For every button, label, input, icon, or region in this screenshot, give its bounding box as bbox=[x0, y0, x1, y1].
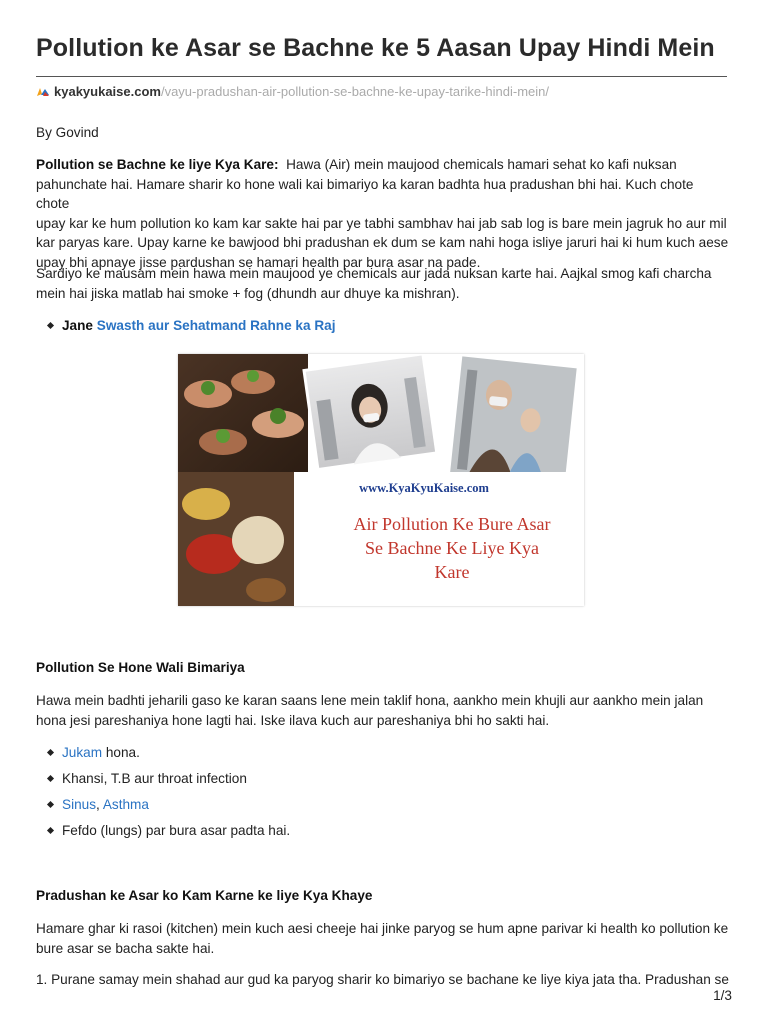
list-item bbox=[36, 795, 290, 815]
intro-line-5: upay bhi apnaye jisse pardushan se hamari health par bura asar na pade. bbox=[36, 254, 481, 270]
related-item bbox=[36, 316, 336, 336]
intro-lead: Pollution se Bachne ke liye Kya Kare: bbox=[36, 157, 279, 172]
hero-url-text: www.KyaKyuKaise.com bbox=[359, 481, 489, 495]
list-item bbox=[36, 769, 290, 789]
bullet-icon bbox=[47, 801, 54, 808]
intro-line-1: Hawa (Air) mein maujood chemicals hamari sehat ko kafi nuksan bbox=[286, 157, 677, 172]
bullet-icon bbox=[47, 775, 54, 782]
hero-caption-line-3: Kare bbox=[434, 562, 470, 582]
jukam-link[interactable]: Jukam bbox=[62, 745, 103, 760]
related-list bbox=[36, 316, 336, 342]
related-link[interactable]: Swasth aur Sehatmand Rahne ka Raj bbox=[96, 318, 336, 333]
list-item-separator: , bbox=[96, 797, 103, 812]
intro-line-4: kar paryas kare. Upay karne ke bawjood bhi pradushan ek dum se kam nahi hoga isliye jaruri hai ki hum kuch aese bbox=[36, 235, 729, 250]
asthma-link[interactable]: Asthma bbox=[102, 797, 149, 812]
author-line: By Govind bbox=[36, 125, 99, 140]
intro-line-3: upay kar ke hum pollution ko kam kar sakte hai par ye tabhi sambhav hai jab sab log is bare mein jagruk ho aur mil bbox=[36, 215, 727, 231]
list-item-text: Fefdo (lungs) par bura asar padta hai. bbox=[62, 823, 291, 838]
khaye-point-1: 1. Purane samay mein shahad aur gud ka paryog sharir ko bimariyo se bachane ke liye kiya jata tha. Pradushan se bbox=[36, 972, 729, 987]
section-heading-bimariya: Pollution Se Hone Wali Bimariya bbox=[36, 660, 245, 675]
article-title: Pollution ke Asar se Bachne ke 5 Aasan Upay Hindi Mein bbox=[36, 34, 715, 62]
hero-caption-line-1: Air Pollution Ke Bure Asar bbox=[353, 514, 551, 534]
related-prefix: Jane bbox=[62, 318, 93, 333]
source-site[interactable]: kyakyukaise.com bbox=[54, 84, 161, 99]
bimariya-line-1: Hawa mein badhti jeharili gaso ke karan saans lene mein taklif hona, aankho mein khujli aur aankho mein jalan bbox=[36, 693, 704, 708]
title-divider bbox=[36, 76, 727, 77]
bullet-icon bbox=[47, 322, 54, 329]
page-number: 1/3 bbox=[713, 988, 732, 1003]
khaye-paragraph bbox=[36, 919, 730, 958]
intro-paragraph bbox=[36, 155, 730, 272]
smog-paragraph bbox=[36, 264, 730, 303]
bimariya-paragraph bbox=[36, 691, 730, 730]
khaye-line-2: bure asar se bacha sakte hai. bbox=[36, 940, 215, 956]
khaye-line-1: Hamare ghar ki rasoi (kitchen) mein kuch aesi cheeje hai jinke paryog se hum apne parivar ki health ko pollution ke bbox=[36, 921, 729, 936]
list-item-text: Khansi, T.B aur throat infection bbox=[62, 771, 247, 786]
hero-image bbox=[178, 354, 584, 606]
smog-line-1: Sardiyo ke mausam mein hawa mein maujood ye chemicals aur jada nuksan karte hai. Aajkal smog kafi charcha bbox=[36, 266, 712, 281]
bullet-icon bbox=[47, 827, 54, 834]
bimariya-line-2: hona jesi pareshaniya hone lagti hai. Iske ilava kuch aur pareshaniya bhi ho sakti hai. bbox=[36, 712, 550, 728]
intro-line-2: pahunchate hai. Hamare sharir ko hone wali kai bimariyo ka karan badhta hua pradushan bhi hai. Kuch chote chote bbox=[36, 176, 694, 211]
smog-line-2: mein hai jiska matlab hai smoke + fog (dhundh aur dhuye ka mishran). bbox=[36, 285, 460, 301]
hero-illustration bbox=[178, 354, 584, 606]
hero-caption-line-2: Se Bachne Ke Liye Kya bbox=[365, 538, 539, 558]
source-line bbox=[36, 84, 549, 99]
disease-list bbox=[36, 743, 290, 847]
bullet-icon bbox=[47, 749, 54, 756]
site-favicon-icon bbox=[36, 86, 50, 97]
source-path[interactable]: /vayu-pradushan-air-pollution-se-bachne-ke-upay-tarike-hindi-mein/ bbox=[160, 84, 549, 99]
list-item bbox=[36, 821, 290, 841]
list-item bbox=[36, 743, 290, 763]
sinus-link[interactable]: Sinus bbox=[62, 797, 97, 812]
section-heading-khaye: Pradushan ke Asar ko Kam Karne ke liye Kya Khaye bbox=[36, 888, 373, 903]
list-item-text: hona. bbox=[102, 745, 140, 760]
